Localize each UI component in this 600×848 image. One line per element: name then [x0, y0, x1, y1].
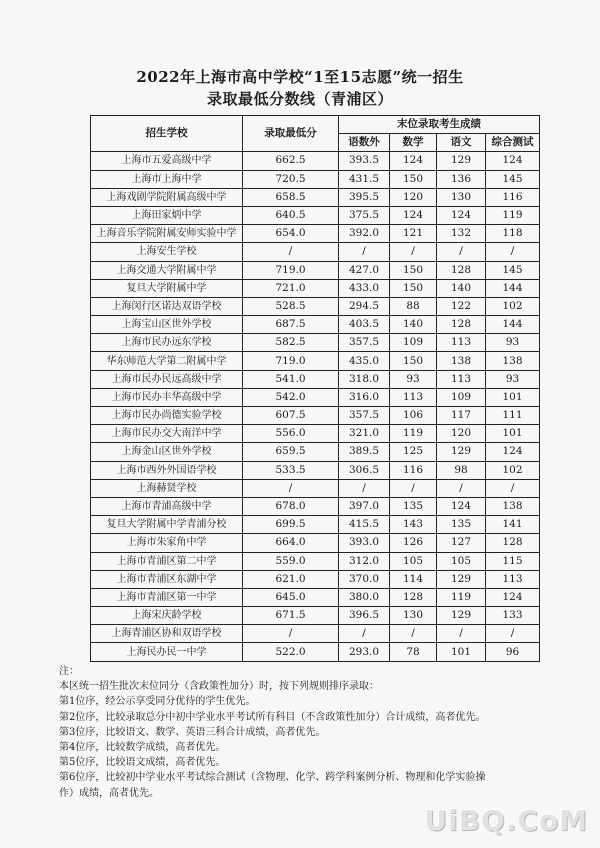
- comprehensive-cell: 93: [486, 370, 540, 388]
- comprehensive-cell: 133: [486, 607, 540, 625]
- math-cell: 124: [390, 206, 437, 224]
- three-subjects-cell: 396.5: [339, 607, 390, 625]
- table-row: [91, 188, 540, 206]
- comprehensive-cell: 96: [486, 643, 540, 661]
- school-name-cell: 上海安生学校: [91, 243, 243, 261]
- table-row: [91, 588, 540, 606]
- comprehensive-cell: 145: [486, 261, 540, 279]
- chinese-cell: 128: [437, 261, 486, 279]
- notes-item: 第5位序，比较语文成绩，高者优先。: [59, 757, 226, 769]
- min-score-cell: 721.0: [243, 279, 339, 297]
- notes: [59, 664, 559, 801]
- min-score-cell: 528.5: [243, 297, 339, 315]
- school-name-cell: 华东师范大学第二附属中学: [91, 352, 243, 370]
- chinese-cell: 101: [437, 643, 486, 661]
- chinese-cell: 129: [437, 152, 486, 170]
- comprehensive-cell: 144: [486, 279, 540, 297]
- chinese-cell: 138: [437, 352, 486, 370]
- min-score-cell: 621.0: [243, 570, 339, 588]
- three-subjects-cell: 433.0: [339, 279, 390, 297]
- chinese-cell: 122: [437, 297, 486, 315]
- chinese-cell: 132: [437, 225, 486, 243]
- school-name-cell: 上海戏剧学院附属高级中学: [91, 188, 243, 206]
- school-name-cell: 复旦大学附属中学: [91, 279, 243, 297]
- three-subjects-cell: /: [339, 243, 390, 261]
- chinese-cell: /: [437, 243, 486, 261]
- header-chinese: 语文: [437, 134, 486, 152]
- min-score-cell: 659.5: [243, 443, 339, 461]
- table-row: [91, 170, 540, 188]
- math-cell: 150: [390, 352, 437, 370]
- three-subjects-cell: 403.5: [339, 316, 390, 334]
- min-score-cell: /: [243, 479, 339, 497]
- math-cell: /: [390, 479, 437, 497]
- three-subjects-cell: 389.5: [339, 443, 390, 461]
- comprehensive-cell: 145: [486, 170, 540, 188]
- table-row: [91, 570, 540, 588]
- three-subjects-cell: 312.0: [339, 552, 390, 570]
- comprehensive-cell: 128: [486, 534, 540, 552]
- math-cell: 140: [390, 316, 437, 334]
- header-last-admitted: 末位录取考生成绩: [339, 116, 540, 134]
- min-score-cell: 556.0: [243, 425, 339, 443]
- math-cell: 150: [390, 170, 437, 188]
- min-score-cell: 678.0: [243, 497, 339, 515]
- min-score-cell: 719.0: [243, 352, 339, 370]
- math-cell: 113: [390, 388, 437, 406]
- table-row: [91, 352, 540, 370]
- chinese-cell: 124: [437, 497, 486, 515]
- table-row: [91, 225, 540, 243]
- school-name-cell: 上海市青浦区第二中学: [91, 552, 243, 570]
- math-cell: 124: [390, 152, 437, 170]
- header-math: 数学: [390, 134, 437, 152]
- chinese-cell: 124: [437, 206, 486, 224]
- school-name-cell: 上海市西外外国语学校: [91, 461, 243, 479]
- comprehensive-cell: 111: [486, 407, 540, 425]
- min-score-cell: 640.5: [243, 206, 339, 224]
- math-cell: 105: [390, 552, 437, 570]
- table-row: [91, 297, 540, 315]
- table-row: [91, 316, 540, 334]
- school-name-cell: 上海音乐学院附属安师实验中学: [91, 225, 243, 243]
- min-score-cell: 542.0: [243, 388, 339, 406]
- table-row: [91, 407, 540, 425]
- math-cell: 106: [390, 407, 437, 425]
- math-cell: 126: [390, 534, 437, 552]
- score-table-body: [91, 152, 540, 661]
- three-subjects-cell: 393.5: [339, 152, 390, 170]
- table-row: [91, 516, 540, 534]
- min-score-cell: 662.5: [243, 152, 339, 170]
- chinese-cell: 113: [437, 370, 486, 388]
- table-row: [91, 607, 540, 625]
- math-cell: 128: [390, 588, 437, 606]
- school-name-cell: 上海市朱家角中学: [91, 534, 243, 552]
- school-name-cell: 上海金山区世外学校: [91, 443, 243, 461]
- comprehensive-cell: 102: [486, 461, 540, 479]
- three-subjects-cell: 357.5: [339, 407, 390, 425]
- chinese-cell: 117: [437, 407, 486, 425]
- chinese-cell: /: [437, 479, 486, 497]
- comprehensive-cell: 141: [486, 516, 540, 534]
- chinese-cell: 119: [437, 588, 486, 606]
- math-cell: 78: [390, 643, 437, 661]
- school-name-cell: 上海民办民一中学: [91, 643, 243, 661]
- comprehensive-cell: 101: [486, 425, 540, 443]
- three-subjects-cell: 397.0: [339, 497, 390, 515]
- school-name-cell: 上海交通大学附属中学: [91, 261, 243, 279]
- chinese-cell: 129: [437, 443, 486, 461]
- comprehensive-cell: 138: [486, 497, 540, 515]
- three-subjects-cell: /: [339, 479, 390, 497]
- three-subjects-cell: 294.5: [339, 297, 390, 315]
- table-row: [91, 370, 540, 388]
- comprehensive-cell: 124: [486, 443, 540, 461]
- header-school: 招生学校: [91, 116, 243, 152]
- chinese-cell: 136: [437, 170, 486, 188]
- comprehensive-cell: 116: [486, 188, 540, 206]
- table-row: [91, 243, 540, 261]
- math-cell: 150: [390, 279, 437, 297]
- math-cell: 88: [390, 297, 437, 315]
- score-table: [90, 115, 540, 662]
- math-cell: 109: [390, 334, 437, 352]
- min-score-cell: 522.0: [243, 643, 339, 661]
- comprehensive-cell: 124: [486, 152, 540, 170]
- math-cell: 114: [390, 570, 437, 588]
- comprehensive-cell: 101: [486, 388, 540, 406]
- table-row: [91, 497, 540, 515]
- school-name-cell: 上海闵行区诺达双语学校: [91, 297, 243, 315]
- notes-item: 第6位序，比较初中学业水平考试综合测试（含物理、化学、跨学科案例分析、物理和化学实验操: [59, 772, 486, 784]
- school-name-cell: 上海市民办远东学校: [91, 334, 243, 352]
- three-subjects-cell: 431.5: [339, 170, 390, 188]
- table-row: [91, 534, 540, 552]
- math-cell: 143: [390, 516, 437, 534]
- notes-item: 作）成绩，高者优先。: [59, 787, 159, 799]
- notes-item: 第2位序，比较录取总分中初中学业水平考试所有科目（不含政策性加分）合计成绩，高者优先。: [59, 711, 486, 723]
- school-name-cell: 上海市民办民远高级中学: [91, 370, 243, 388]
- min-score-cell: 541.0: [243, 370, 339, 388]
- table-row: [91, 443, 540, 461]
- page-subtitle: 录取最低分数线（青浦区）: [206, 90, 393, 108]
- school-name-cell: 上海青浦区协和双语学校: [91, 625, 243, 643]
- table-row: [91, 334, 540, 352]
- table-row: [91, 552, 540, 570]
- page-title: 2022年上海市高中学校“1至15志愿”统一招生: [136, 68, 464, 86]
- comprehensive-cell: 93: [486, 334, 540, 352]
- three-subjects-cell: /: [339, 625, 390, 643]
- three-subjects-cell: 427.0: [339, 261, 390, 279]
- school-name-cell: 上海宝山区世外学校: [91, 316, 243, 334]
- chinese-cell: 129: [437, 570, 486, 588]
- school-name-cell: 复旦大学附属中学青浦分校: [91, 516, 243, 534]
- math-cell: 93: [390, 370, 437, 388]
- min-score-cell: 607.5: [243, 407, 339, 425]
- chinese-cell: /: [437, 625, 486, 643]
- three-subjects-cell: 395.5: [339, 188, 390, 206]
- min-score-cell: /: [243, 625, 339, 643]
- min-score-cell: 658.5: [243, 188, 339, 206]
- watermark: UiBQ.CoM: [424, 804, 588, 837]
- comprehensive-cell: /: [486, 479, 540, 497]
- chinese-cell: 113: [437, 334, 486, 352]
- table-row: [91, 279, 540, 297]
- chinese-cell: 120: [437, 425, 486, 443]
- min-score-cell: 699.5: [243, 516, 339, 534]
- table-row: [91, 479, 540, 497]
- notes-item: 第4位序，比较数学成绩，高者优先。: [59, 742, 226, 754]
- school-name-cell: 上海市青浦高级中学: [91, 497, 243, 515]
- comprehensive-cell: /: [486, 243, 540, 261]
- school-name-cell: 上海田家炳中学: [91, 206, 243, 224]
- school-name-cell: 上海市民办交大南洋中学: [91, 425, 243, 443]
- min-score-cell: 720.5: [243, 170, 339, 188]
- table-row: [91, 152, 540, 170]
- math-cell: /: [390, 625, 437, 643]
- math-cell: 150: [390, 261, 437, 279]
- three-subjects-cell: 293.0: [339, 643, 390, 661]
- min-score-cell: 559.0: [243, 552, 339, 570]
- chinese-cell: 129: [437, 607, 486, 625]
- chinese-cell: 105: [437, 552, 486, 570]
- chinese-cell: 140: [437, 279, 486, 297]
- three-subjects-cell: 306.5: [339, 461, 390, 479]
- min-score-cell: 719.0: [243, 261, 339, 279]
- school-name-cell: 上海市民办丰华高级中学: [91, 388, 243, 406]
- school-name-cell: 上海赫贤学校: [91, 479, 243, 497]
- table-row: [91, 206, 540, 224]
- comprehensive-cell: /: [486, 625, 540, 643]
- comprehensive-cell: 113: [486, 570, 540, 588]
- math-cell: /: [390, 243, 437, 261]
- math-cell: 130: [390, 607, 437, 625]
- table-row: [91, 643, 540, 661]
- three-subjects-cell: 392.0: [339, 225, 390, 243]
- chinese-cell: 98: [437, 461, 486, 479]
- three-subjects-cell: 375.5: [339, 206, 390, 224]
- min-score-cell: 654.0: [243, 225, 339, 243]
- header-comprehensive: 综合测试: [486, 134, 540, 152]
- comprehensive-cell: 118: [486, 225, 540, 243]
- comprehensive-cell: 115: [486, 552, 540, 570]
- comprehensive-cell: 138: [486, 352, 540, 370]
- chinese-cell: 127: [437, 534, 486, 552]
- school-name-cell: 上海市青浦区第一中学: [91, 588, 243, 606]
- chinese-cell: 128: [437, 316, 486, 334]
- min-score-cell: 582.5: [243, 334, 339, 352]
- math-cell: 135: [390, 497, 437, 515]
- table-row: [91, 461, 540, 479]
- math-cell: 125: [390, 443, 437, 461]
- min-score-cell: 664.0: [243, 534, 339, 552]
- notes-item: 第3位序，比较语文、数学、英语三科合计成绩，高者优先。: [59, 726, 326, 738]
- comprehensive-cell: 102: [486, 297, 540, 315]
- three-subjects-cell: 393.0: [339, 534, 390, 552]
- chinese-cell: 135: [437, 516, 486, 534]
- table-row: [91, 261, 540, 279]
- min-score-cell: 671.5: [243, 607, 339, 625]
- three-subjects-cell: 370.0: [339, 570, 390, 588]
- school-name-cell: 上海市上海中学: [91, 170, 243, 188]
- three-subjects-cell: 435.0: [339, 352, 390, 370]
- notes-heading: 注：: [59, 666, 79, 677]
- comprehensive-cell: 124: [486, 588, 540, 606]
- comprehensive-cell: 144: [486, 316, 540, 334]
- three-subjects-cell: 357.5: [339, 334, 390, 352]
- min-score-cell: 533.5: [243, 461, 339, 479]
- notes-item: 第1位序，经公示享受同分优待的学生优先。: [59, 696, 256, 708]
- min-score-cell: /: [243, 243, 339, 261]
- math-cell: 116: [390, 461, 437, 479]
- three-subjects-cell: 316.0: [339, 388, 390, 406]
- table-row: [91, 388, 540, 406]
- school-name-cell: 上海宋庆龄学校: [91, 607, 243, 625]
- header-three-subjects: 语数外: [339, 134, 390, 152]
- min-score-cell: 645.0: [243, 588, 339, 606]
- table-row: [91, 425, 540, 443]
- three-subjects-cell: 415.5: [339, 516, 390, 534]
- school-name-cell: 上海市五爱高级中学: [91, 152, 243, 170]
- three-subjects-cell: 318.0: [339, 370, 390, 388]
- school-name-cell: 上海市民办尚德实验学校: [91, 407, 243, 425]
- three-subjects-cell: 321.0: [339, 425, 390, 443]
- header-min-score: 录取最低分: [243, 116, 339, 152]
- comprehensive-cell: 119: [486, 206, 540, 224]
- table-row: [91, 625, 540, 643]
- chinese-cell: 130: [437, 188, 486, 206]
- math-cell: 120: [390, 188, 437, 206]
- three-subjects-cell: 380.0: [339, 588, 390, 606]
- school-name-cell: 上海市青浦区东湖中学: [91, 570, 243, 588]
- math-cell: 121: [390, 225, 437, 243]
- notes-intro: 本区统一招生批次末位同分（含政策性加分）时，按下列规则排序录取：: [59, 681, 379, 693]
- math-cell: 119: [390, 425, 437, 443]
- min-score-cell: 687.5: [243, 316, 339, 334]
- chinese-cell: 109: [437, 388, 486, 406]
